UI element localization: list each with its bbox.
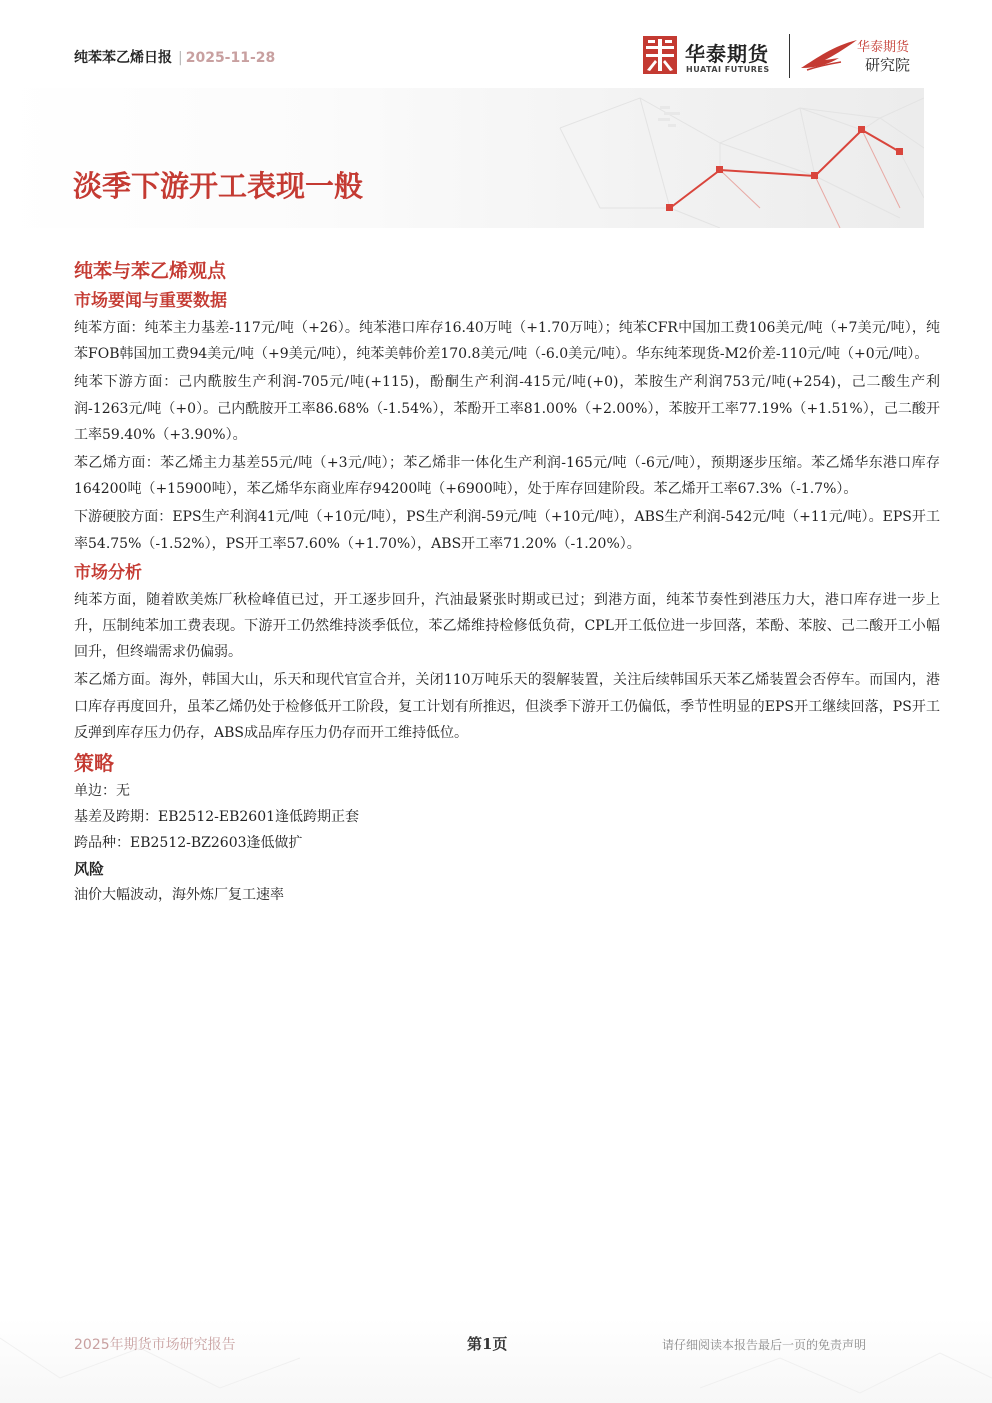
huatai-emblem-icon bbox=[643, 36, 677, 74]
header-separator: | bbox=[178, 50, 183, 66]
news-paragraph-benzene-downstream: 纯苯下游方面：己内酰胺生产利润-705元/吨(+115)，酚酮生产利润-415元/吨(+0)，苯胺生产利润753元/吨(+254)，己二酸生产利润-1263元/吨（+0）。己内酰胺开工率86.68%（-1.54%），苯酚开工率81.00%（+2.00%），苯胺开工率77.19%（+1.51%），己二酸开工率59.40%（+3.90%）。 bbox=[74, 374, 940, 443]
report-date: 2025-11-28 bbox=[185, 50, 276, 66]
news-heading: 市场要闻与重要数据 bbox=[74, 291, 227, 311]
page-footer bbox=[0, 1318, 992, 1403]
report-header-title bbox=[74, 47, 275, 67]
risk-text: 油价大幅波动，海外炼厂复工速率 bbox=[74, 887, 284, 904]
strategy-line-outright: 单边：无 bbox=[74, 783, 130, 800]
page-header bbox=[0, 0, 992, 90]
institute-name-line2: 研究院 bbox=[865, 56, 911, 74]
page-title: 淡季下游开工表现一般 bbox=[73, 169, 364, 203]
strategy-line-spread: 基差及跨期：EB2512-EB2601逢低跨期正套 bbox=[74, 809, 360, 826]
footer-network-graphic-icon bbox=[0, 1318, 992, 1403]
network-graphic-icon bbox=[0, 88, 924, 228]
strategy-line-cross: 跨品种：EB2512-BZ2603逢低做扩 bbox=[74, 835, 303, 852]
huatai-logo bbox=[643, 36, 933, 84]
title-banner bbox=[0, 88, 924, 228]
logo-divider bbox=[789, 34, 790, 78]
news-paragraph-benzene: 纯苯方面：纯苯主力基差-117元/吨（+26）。纯苯港口库存16.40万吨（+1.70万吨）；纯苯CFR中国加工费106美元/吨（+7美元/吨），纯苯FOB韩国加工费94美元/吨（+9美元/吨），纯苯美韩价差170.8美元/吨（-6.0美元/吨）。华东纯苯现货-M2价差-110元/吨（+0元/吨）。 bbox=[74, 320, 940, 363]
section-heading: 纯苯与苯乙烯观点 bbox=[74, 260, 227, 282]
disclaimer-notice: 请仔细阅读本报告最后一页的免责声明 bbox=[662, 1338, 867, 1352]
analysis-heading: 市场分析 bbox=[74, 562, 142, 583]
footer-report-label: 2025年期货市场研究报告 bbox=[74, 1337, 236, 1353]
report-content bbox=[74, 255, 940, 908]
news-paragraph-styrene: 苯乙烯方面：苯乙烯主力基差55元/吨（+3元/吨）；苯乙烯非一体化生产利润-165元/吨（-6元/吨），预期逐步压缩。苯乙烯华东港口库存164200吨（+15900吨），苯乙烯华东商业库存94200吨（+6900吨），处于库存回建阶段。苯乙烯开工率67.3%（-1.7%）。 bbox=[74, 455, 940, 498]
page-number: 第1页 bbox=[467, 1335, 508, 1353]
analysis-paragraph-benzene: 纯苯方面，随着欧美炼厂秋检峰值已过，开工逐步回升，汽油最紧张时期或已过；到港方面，纯苯节奏性到港压力大，港口库存进一步上升，压制纯苯加工费表现。下游开工仍然维持淡季低位，苯乙烯维持检修低负荷，CPL开工低位进一步回落，苯酚、苯胺、己二酸开工小幅回升，但终端需求仍偏弱。 bbox=[74, 591, 940, 661]
institute-name-line1: 华泰期货 bbox=[857, 40, 910, 55]
institute-wing-icon bbox=[799, 38, 861, 72]
logo-english-text: HUATAI FUTURES bbox=[686, 65, 770, 74]
risk-heading: 风险 bbox=[74, 860, 105, 879]
logo-chinese-text: 华泰期货 bbox=[685, 42, 769, 66]
report-name: 纯苯苯乙烯日报 bbox=[74, 50, 172, 66]
analysis-paragraph-styrene: 苯乙烯方面。海外，韩国大山，乐天和现代官宣合并，关闭110万吨乐天的裂解装置，关注后续韩国乐天苯乙烯装置会否停车。而国内，港口库存再度回升，虽苯乙烯仍处于检修低开工阶段，复工计划有所推迟，但淡季下游开工仍偏低，季节性明显的EPS开工继续回落，PS开工反弹到库存压力仍存，ABS成品库存压力仍存而开工维持低位。 bbox=[74, 672, 940, 741]
strategy-heading: 策略 bbox=[74, 751, 114, 776]
news-paragraph-hard-plastics: 下游硬胶方面：EPS生产利润41元/吨（+10元/吨），PS生产利润-59元/吨（+10元/吨），ABS生产利润-542元/吨（+11元/吨）。EPS开工率54.75%（-1.52%），PS开工率57.60%（+1.70%），ABS开工率71.20%（-1.20%）。 bbox=[74, 509, 940, 552]
